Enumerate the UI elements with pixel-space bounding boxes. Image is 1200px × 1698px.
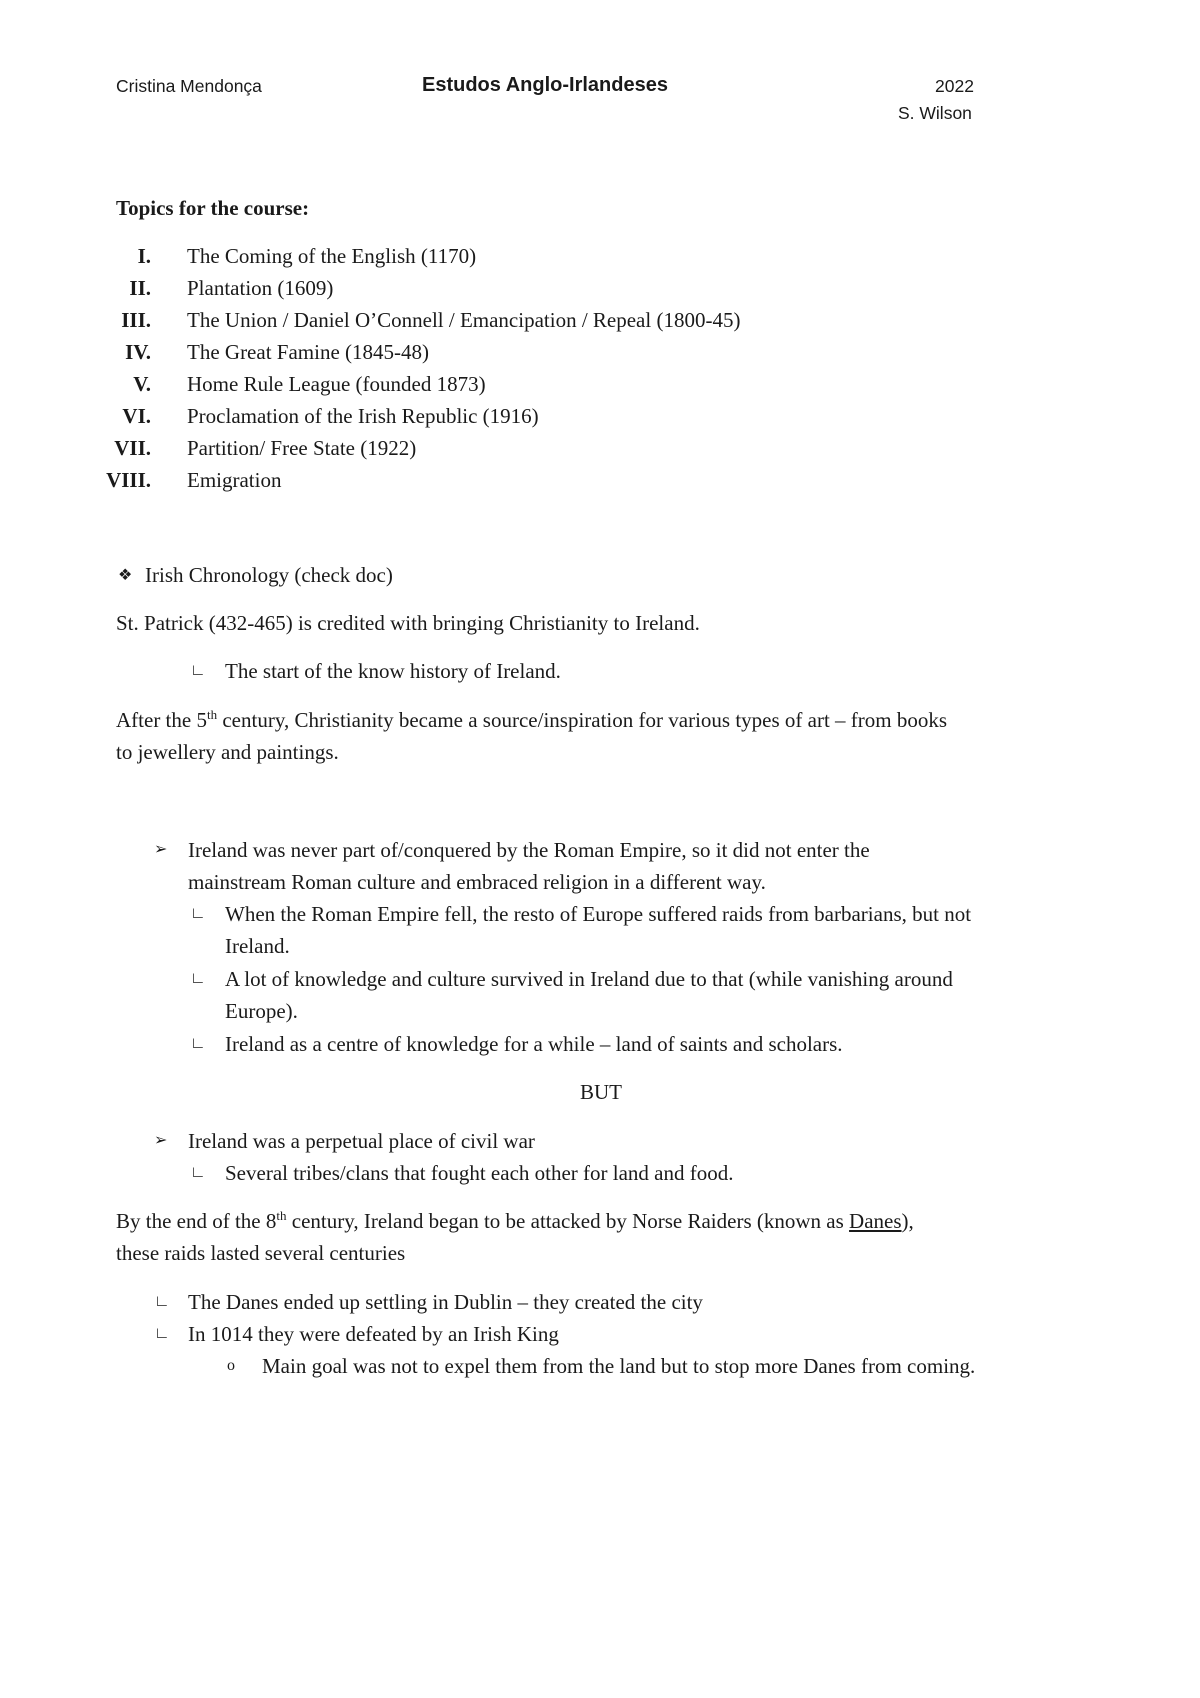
topic-label: Partition/ Free State (1922) xyxy=(187,436,417,460)
roman-point-line2: mainstream Roman culture and embraced religion in a different way. xyxy=(188,870,766,894)
roman-sub1-line2: Ireland. xyxy=(225,934,290,958)
topic-number: V. xyxy=(133,372,151,396)
topic-label: The Great Famine (1845-48) xyxy=(187,340,430,364)
roman-sub2-line1: A lot of knowledge and culture survived in Ireland due to that (while vanishing around xyxy=(225,967,953,991)
civil-war-point: Ireland was a perpetual place of civil war xyxy=(188,1129,535,1153)
fifth-century-text: century, Christianity became a source/inspiration for various types of art – from books xyxy=(217,708,948,732)
author-name: Cristina Mendonça xyxy=(116,76,262,96)
topic-label: The Coming of the English (1170) xyxy=(187,244,477,268)
corner-bullet-icon: ∟ xyxy=(154,1325,170,1342)
fifth-century-paragraph-line2: to jewellery and paintings. xyxy=(116,740,339,764)
document-year: 2022 xyxy=(935,76,974,96)
topic-label: Proclamation of the Irish Republic (1916) xyxy=(187,404,539,428)
danes-point-1: The Danes ended up settling in Dublin – they created the city xyxy=(188,1290,703,1314)
topic-number: II. xyxy=(129,276,151,300)
topic-label: The Union / Daniel O’Connell / Emancipation / Repeal (1800-45) xyxy=(187,308,741,332)
norse-mid: century, Ireland began to be attacked by Norse Raiders (known as xyxy=(286,1209,850,1233)
topic-number: VII. xyxy=(114,436,151,460)
norse-pre: By the end of the 8 xyxy=(116,1209,277,1233)
topic-number: IV. xyxy=(125,340,151,364)
topic-label: Plantation (1609) xyxy=(187,276,334,300)
but-divider-text: BUT xyxy=(580,1080,622,1104)
topic-number: VIII. xyxy=(106,468,151,492)
chronology-heading: Irish Chronology (check doc) xyxy=(145,563,393,587)
fifth-century-paragraph-line1 xyxy=(116,704,947,736)
topic-number: VI. xyxy=(122,404,151,428)
topic-label: Home Rule League (founded 1873) xyxy=(187,372,486,396)
danes-point-2: In 1014 they were defeated by an Irish King xyxy=(188,1322,559,1346)
roman-point-line1: Ireland was never part of/conquered by the Roman Empire, so it did not enter the xyxy=(188,838,870,862)
diamond-bullet-icon: ❖ xyxy=(118,567,133,584)
danes-underlined: Danes xyxy=(849,1209,902,1233)
fifth-century-pre: After the 5 xyxy=(116,708,207,732)
circle-bullet-icon: o xyxy=(227,1357,235,1374)
norse-sup: th xyxy=(276,1208,287,1223)
topics-heading: Topics for the course: xyxy=(116,196,310,220)
roman-sub3: Ireland as a centre of knowledge for a while – land of saints and scholars. xyxy=(225,1032,843,1056)
corner-bullet-icon: ∟ xyxy=(190,970,206,987)
norse-paragraph-line1 xyxy=(116,1205,914,1237)
st-patrick-paragraph: St. Patrick (432-465) is credited with bringing Christianity to Ireland. xyxy=(116,611,700,635)
civil-war-subpoint: Several tribes/clans that fought each other for land and food. xyxy=(225,1161,734,1185)
arrow-bullet-icon: ➢ xyxy=(154,841,168,858)
fifth-century-sup: th xyxy=(206,707,218,722)
topic-number: I. xyxy=(137,244,151,268)
topic-number: III. xyxy=(121,308,151,332)
norse-paragraph-line2: these raids lasted several centuries xyxy=(116,1241,406,1265)
topic-label: Emigration xyxy=(187,468,282,492)
corner-bullet-icon: ∟ xyxy=(154,1293,170,1310)
teacher-name: S. Wilson xyxy=(898,103,972,123)
document-title: Estudos Anglo-Irlandeses xyxy=(422,74,668,96)
danes-point-2-sub: Main goal was not to expel them from the land but to stop more Danes from coming. xyxy=(262,1354,976,1378)
arrow-bullet-icon: ➢ xyxy=(154,1132,168,1149)
st-patrick-subpoint: The start of the know history of Ireland. xyxy=(225,659,561,683)
corner-bullet-icon: ∟ xyxy=(190,905,206,922)
roman-sub1-line1: When the Roman Empire fell, the resto of Europe suffered raids from barbarians, but not xyxy=(225,902,972,926)
corner-bullet-icon: ∟ xyxy=(190,1164,206,1181)
norse-post: ), xyxy=(901,1209,914,1233)
corner-bullet-icon: ∟ xyxy=(190,662,206,679)
corner-bullet-icon: ∟ xyxy=(190,1035,206,1052)
roman-sub2-line2: Europe). xyxy=(225,999,298,1023)
